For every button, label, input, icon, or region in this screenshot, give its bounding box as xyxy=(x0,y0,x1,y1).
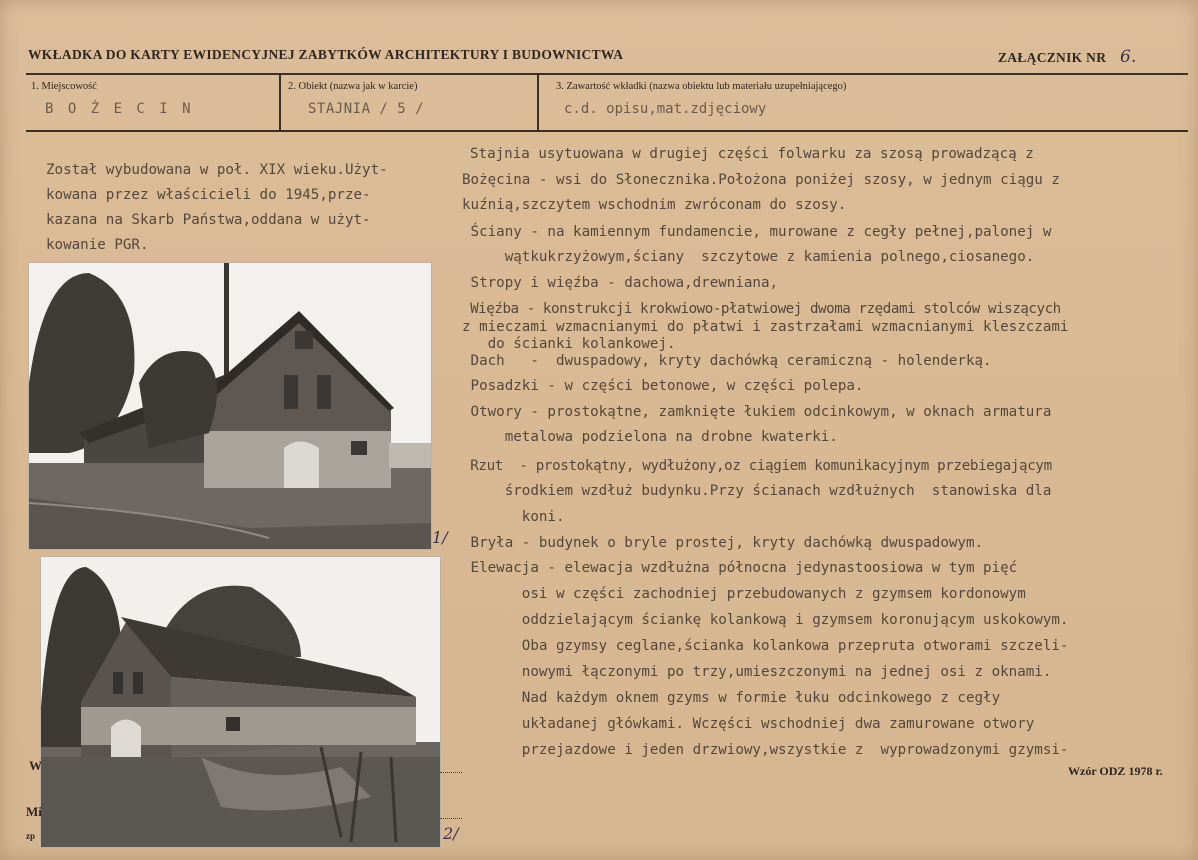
field-divider-1 xyxy=(279,73,281,131)
annex-label: ZAŁĄCZNIK NR xyxy=(998,50,1107,65)
description-line: środkiem wzdłuż budynku.Przy ścianach wzdłużnych stanowiska dla xyxy=(462,483,1052,499)
history-line: kowana przez właścicieli do 1945,prze- xyxy=(46,187,371,203)
fields-bottom-rule xyxy=(26,130,1188,132)
field-divider-2 xyxy=(537,73,539,131)
description-line: Stajnia usytuowana w drugiej części folwarku za szosą prowadzącą z xyxy=(470,146,1034,162)
description-line: wątkukrzyżowym,ściany szczytowe z kamienia polnego,ciosanego. xyxy=(462,249,1035,265)
locality-label: 1. Miejscowość xyxy=(31,81,97,92)
stable-photo-1-image xyxy=(29,263,431,549)
history-line: kazana na Skarb Państwa,oddana w użyt- xyxy=(46,212,371,228)
description-line: Nad każdym oknem gzyms w formie łuku odcinkowego z cegły xyxy=(462,690,1001,706)
stable-photo-1 xyxy=(28,262,432,550)
description-line: Więźba - konstrukcji krokwiowo-płatwiowej dwoma rzędami stolców wiszących xyxy=(462,301,1061,317)
content-label: 3. Zawartość wkładki (nazwa obiektu lub materiału uzupełniającego) xyxy=(556,81,847,92)
description-line: Otwory - prostokątne, zamknięte łukiem odcinkowym, w oknach armatura xyxy=(462,404,1052,420)
description-line: Rzut - prostokątny, wydłużony,oz ciągiem komunikacyjnym przebiegającym xyxy=(462,458,1052,474)
description-line: kuźnią,szczytem wschodnim zwróconam do szosy. xyxy=(462,197,847,213)
header-rule xyxy=(26,73,1188,75)
description-line: z mieczami wzmacnianymi do płatwi i zastrzałami wzmacnianymi kleszczami xyxy=(462,319,1069,335)
description-line: metalowa podzielona na drobne kwaterki. xyxy=(462,429,838,445)
edge-fragment: Mi xyxy=(26,804,42,819)
description-line: układanej główkami. Wczęści wschodniej dwa zamurowane otwory xyxy=(462,716,1035,732)
description-line: osi w części zachodniej przebudowanych z gzymsem kordonowym xyxy=(462,586,1026,602)
photo-2-number: 2/ xyxy=(443,824,459,843)
form-title: WKŁADKA DO KARTY EWIDENCYJNEJ ZABYTKÓW ARCHITEKTURY I BUDOWNICTWA xyxy=(28,47,624,62)
description-line: nowymi łączonymi po trzy,umieszczonymi na jednej osi z oknami. xyxy=(462,664,1052,680)
description-line: Ściany - na kamiennym fundamencie, murowane z cegły pełnej,palonej w xyxy=(462,224,1052,240)
description-line: oddzielającym ściankę kolankową i gzymsem koronującym uskokowym. xyxy=(462,612,1069,628)
description-line: Posadzki - w części betonowe, w części polepa. xyxy=(462,378,864,394)
description-line: Bryła - budynek o bryle prostej, kryty dachówką dwuspadowym. xyxy=(462,535,984,551)
photo-1-number: 1/ xyxy=(432,528,448,547)
form-template-footer: Wzór ODZ 1978 r. xyxy=(1068,764,1163,778)
history-line: kowanie PGR. xyxy=(46,237,149,253)
edge-fragment: zp xyxy=(26,831,35,841)
description-line: Bożęcina - wsi do Słonecznika.Położona poniżej szosy, w jednym ciągu z xyxy=(462,172,1060,188)
annex-number-label xyxy=(998,47,1137,67)
description-line: Dach - dwuspadowy, kryty dachówką ceramiczną - holenderką. xyxy=(462,353,992,369)
object-value: STAJNIA / 5 / xyxy=(308,101,425,117)
description-line: Elewacja - elewacja wzdłużna północna jedynastoosiowa w tym pięć xyxy=(462,560,1018,576)
edge-fragment: W xyxy=(29,758,42,773)
description-line: do ścianki kolankowej. xyxy=(462,336,676,352)
description-line: Oba gzymsy ceglane,ścianka kolankowa przepruta otworami szczeli- xyxy=(462,638,1069,654)
description-line: Stropy i więźba - dachowa,drewniana, xyxy=(462,275,779,291)
description-line: przejazdowe i jeden drzwiowy,wszystkie z wyprowadzonymi gzymsi- xyxy=(462,742,1069,758)
annex-number: 6. xyxy=(1119,47,1137,67)
dotted-rule xyxy=(440,818,462,819)
stable-photo-2-image xyxy=(41,557,440,847)
content-value: c.d. opisu,mat.zdjęciowy xyxy=(564,101,767,117)
history-line: Został wybudowana w poł. XIX wieku.Użyt- xyxy=(46,162,388,178)
object-label: 2. Obiekt (nazwa jak w karcie) xyxy=(288,81,418,92)
stable-photo-2 xyxy=(40,556,441,848)
description-line: koni. xyxy=(462,509,565,525)
locality-value: B O Ż E C I N xyxy=(45,101,194,117)
dotted-rule xyxy=(440,772,462,773)
